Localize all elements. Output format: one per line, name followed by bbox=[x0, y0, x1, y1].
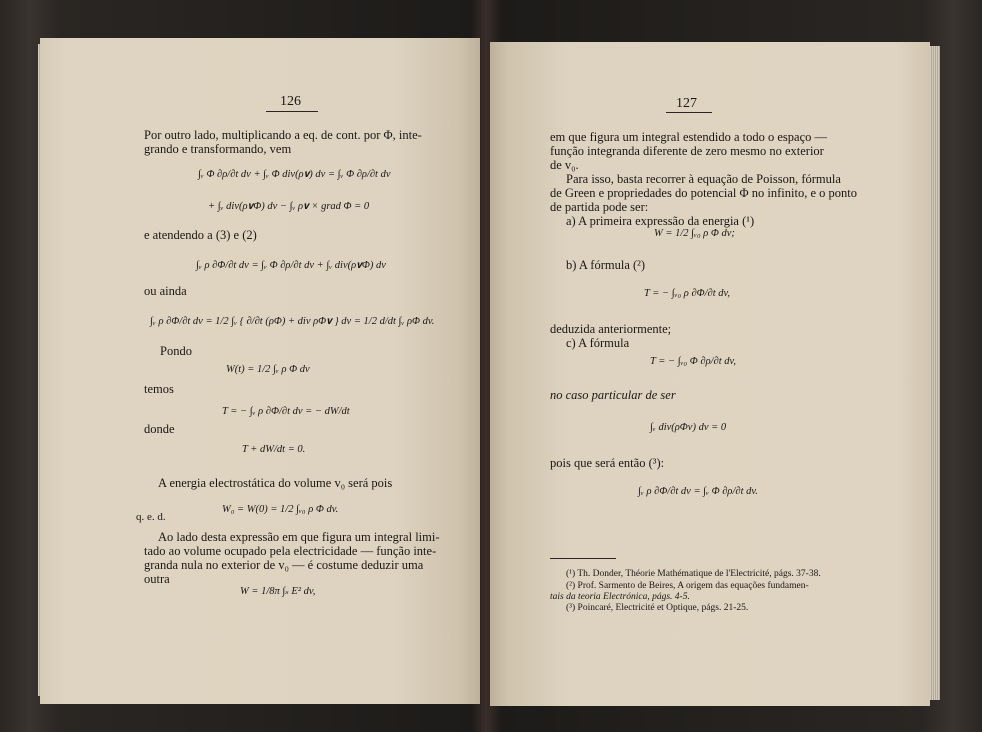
text-line: Ao lado desta expressão em que figura um integral limi- bbox=[158, 530, 440, 544]
equation: ∫ᵥ ρ ∂Φ/∂t dv = 1/2 ∫ᵥ { ∂/∂t (ρΦ) + div ρΦ𝐯 } dv = 1/2 d/dt ∫ᵥ ρΦ dv. bbox=[150, 316, 435, 327]
equation: W₀ = W(0) = 1/2 ∫ᵥ₀ ρ Φ dv. bbox=[222, 504, 339, 515]
equation: W = 1/2 ∫ᵥ₀ ρ Φ dv; bbox=[654, 228, 735, 239]
equation: T + dW/dt = 0. bbox=[242, 444, 306, 455]
text-line: Para isso, basta recorrer à equação de Poisson, fórmula bbox=[566, 172, 841, 186]
left-page bbox=[40, 38, 480, 704]
text-line: e atendendo a (3) e (2) bbox=[144, 228, 257, 242]
text-line: b) A fórmula (²) bbox=[566, 258, 646, 272]
text-line: A energia electrostática do volume v₀ será pois bbox=[158, 476, 393, 490]
text-line: de Green e propriedades do potencial Φ no infinito, e o ponto bbox=[550, 186, 857, 200]
text-line: temos bbox=[144, 382, 174, 396]
footnote-rule bbox=[550, 558, 616, 559]
text-line: granda nula no exterior de v₀ — é costume deduzir uma bbox=[144, 558, 424, 572]
page-number: 127 bbox=[676, 96, 697, 111]
text-line: de partida pode ser: bbox=[550, 200, 649, 214]
text-line: Pondo bbox=[160, 344, 192, 358]
footnote: (¹) Th. Donder, Théorie Mathématique de l'Electricité, págs. 37-38. bbox=[566, 569, 821, 579]
equation: T = − ∫ᵥ₀ Φ ∂ρ/∂t dv, bbox=[650, 356, 737, 367]
text-line: em que figura um integral estendido a todo o espaço — bbox=[550, 130, 828, 144]
equation: ∫ᵥ Φ ∂ρ/∂t dv + ∫ᵥ Φ div(ρ𝐯) dv = ∫ᵥ Φ ∂ρ/∂t dv bbox=[198, 169, 391, 180]
equation: ∫ᵥ ρ ∂Φ/∂t dv = ∫ᵥ Φ ∂ρ/∂t dv + ∫ᵥ div(ρ𝐯Φ) dv bbox=[196, 260, 386, 271]
text-line: donde bbox=[144, 422, 175, 436]
equation: T = − ∫ᵥ₀ ρ ∂Φ/∂t dv, bbox=[644, 288, 731, 299]
page-number: 126 bbox=[280, 94, 301, 109]
equation: W(t) = 1/2 ∫ᵥ ρ Φ dv bbox=[226, 364, 310, 375]
text-line: c) A fórmula bbox=[566, 336, 630, 350]
text-line: no caso particular de ser bbox=[550, 388, 676, 402]
text-line: deduzida anteriormente; bbox=[550, 322, 672, 336]
text-line: grando e transformando, vem bbox=[144, 142, 292, 156]
text-line: a) A primeira expressão da energia (¹) bbox=[566, 214, 755, 228]
page-number-rule bbox=[266, 111, 318, 112]
equation: T = − ∫ᵥ ρ ∂Φ/∂t dv = − dW/dt bbox=[222, 406, 350, 417]
text-line: outra bbox=[144, 572, 170, 586]
footnote: (²) Prof. Sarmento de Beires, A origem das equações fundamen- bbox=[566, 581, 809, 591]
equation: ∫ᵥ ρ ∂Φ/∂t dv = ∫ᵥ Φ ∂ρ/∂t dv. bbox=[638, 486, 758, 497]
page-number-rule bbox=[666, 112, 712, 113]
text-line: q. e. d. bbox=[136, 511, 166, 523]
equation: ∫ᵥ div(ρΦv) dv = 0 bbox=[650, 422, 727, 433]
text-line: tado ao volume ocupado pela electricidade — função inte- bbox=[144, 544, 437, 558]
equation: + ∫ᵥ div(ρ𝐯Φ) dv − ∫ᵥ ρ𝐯 × grad Φ = 0 bbox=[208, 201, 370, 212]
text-line: Por outro lado, multiplicando a eq. de cont. por Φ, inte- bbox=[144, 128, 422, 142]
footnote: tais da teoria Electrónica, págs. 4-5. bbox=[550, 592, 690, 602]
text-line: função integranda diferente de zero mesmo no exterior bbox=[550, 144, 824, 158]
text-line: de v₀. bbox=[550, 158, 579, 172]
equation: W = 1/8π ∫ₛ E² dv, bbox=[240, 586, 316, 597]
right-page bbox=[490, 42, 930, 706]
text-line: pois que será então (³): bbox=[550, 456, 665, 470]
text-line: ou ainda bbox=[144, 284, 187, 298]
footnote: (³) Poincaré, Electricité et Optique, págs. 21-25. bbox=[566, 603, 749, 613]
